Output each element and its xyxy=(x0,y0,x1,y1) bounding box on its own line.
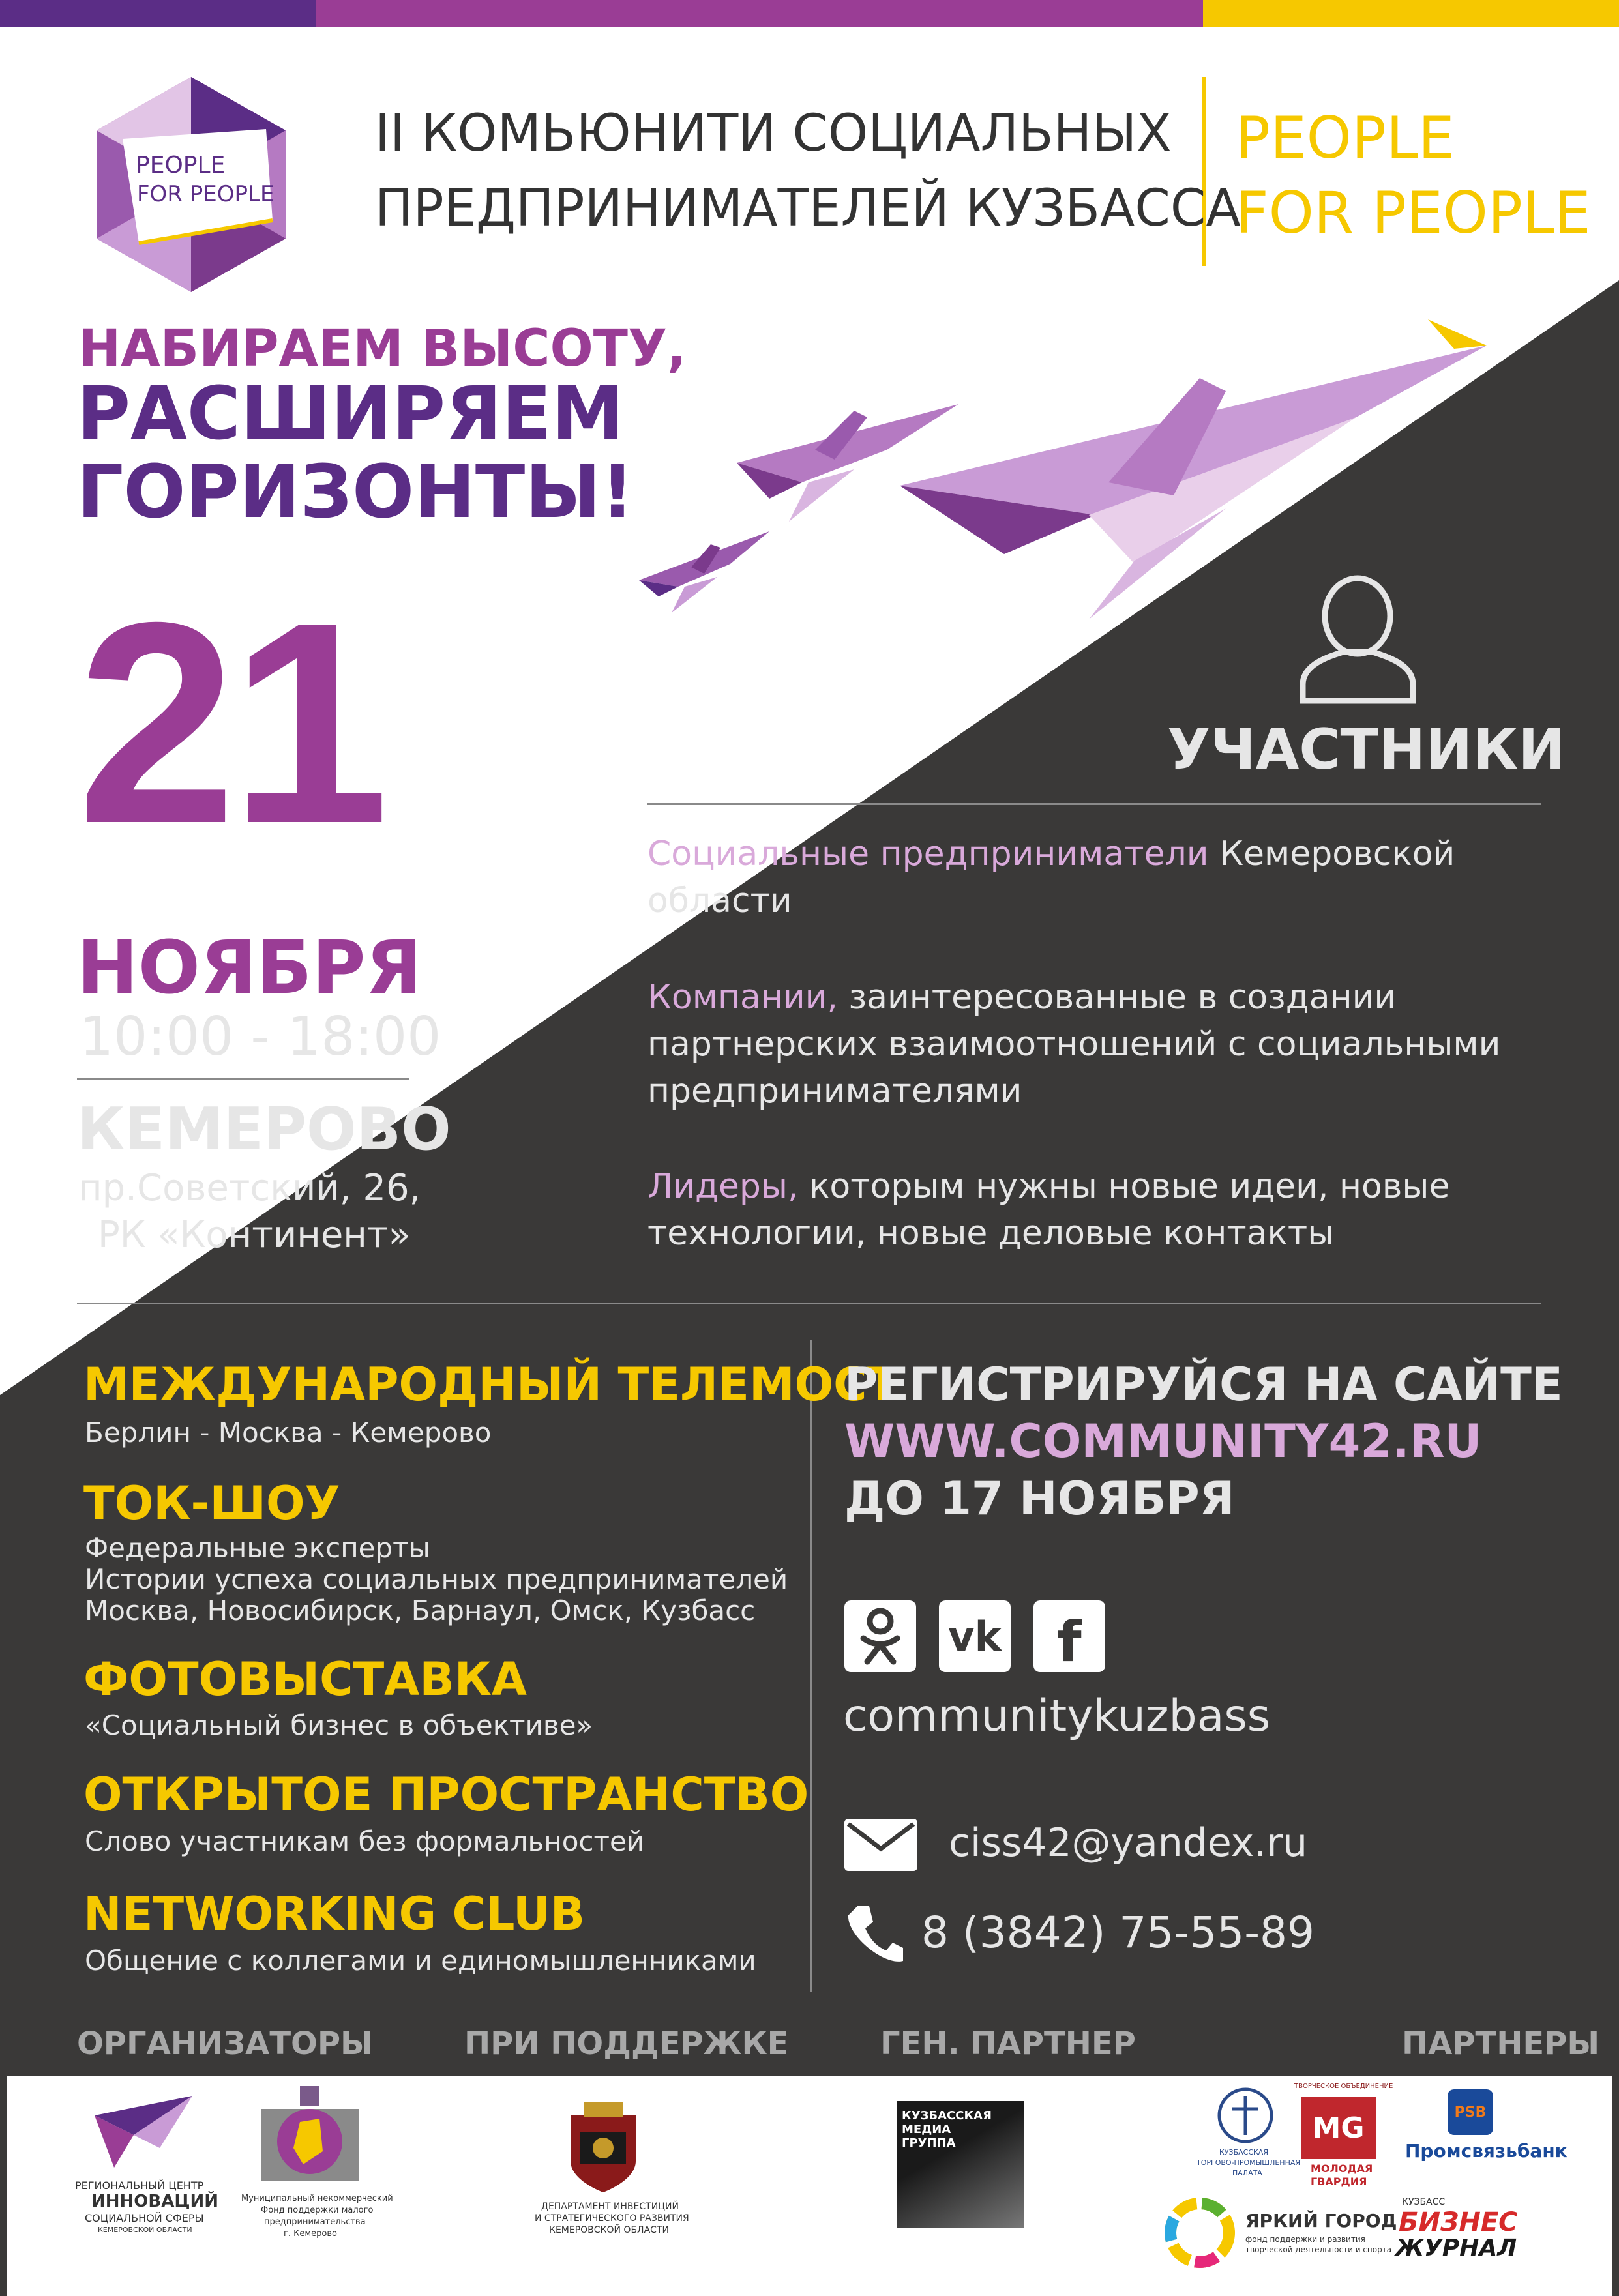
fb-glyph: f xyxy=(1057,1610,1082,1675)
program-title-2: ТОК-ШОУ xyxy=(83,1477,340,1530)
participant-text: Кемеровской xyxy=(1208,834,1455,874)
footer-label-support: ПРИ ПОДДЕРЖКЕ xyxy=(464,2025,789,2062)
yg-text-1: ЯРКИЙ ГОРОД xyxy=(1245,2210,1397,2231)
yg-text-3: творческой деятельности и спорта xyxy=(1245,2245,1392,2254)
participant-highlight: Компании, xyxy=(647,978,838,1017)
program-line: Федеральные эксперты xyxy=(85,1532,430,1564)
rcis-text-2: ИННОВАЦИЙ xyxy=(91,2192,218,2211)
molodaya-gvardiya-logo xyxy=(1294,2083,1393,2194)
event-city: КЕМЕРОВО xyxy=(77,1095,451,1164)
mg-mark: MG xyxy=(1312,2112,1365,2145)
medium-plane xyxy=(737,404,958,522)
tpp-text-3: ПАЛАТА xyxy=(1232,2169,1262,2177)
program-line: «Социальный бизнес в объективе» xyxy=(85,1709,593,1741)
program-line: Истории успеха социальных предпринимателей xyxy=(85,1563,788,1595)
contact-phone[interactable]: 8 (3842) 75-55-89 xyxy=(921,1907,1315,1958)
psb-name: Промсвязьбанк xyxy=(1405,2140,1567,2162)
odnoklassniki-icon[interactable] xyxy=(844,1600,916,1672)
participant-item-1-line1 xyxy=(647,834,1455,874)
participant-item-2-line1 xyxy=(647,978,1396,1017)
fund-text-3: предпринимательства xyxy=(264,2217,366,2227)
vk-icon[interactable] xyxy=(939,1600,1011,1672)
rcis-text-1: РЕГИОНАЛЬНЫЙ ЦЕНТР xyxy=(75,2179,204,2192)
fund-text-1: Муниципальный некоммерческий xyxy=(241,2194,393,2203)
logo-line1: PEOPLE xyxy=(136,152,226,179)
yg-text-2: фонд поддержки и развития xyxy=(1245,2235,1365,2244)
facebook-icon[interactable] xyxy=(1033,1600,1105,1675)
participant-item-3-line1 xyxy=(647,1167,1449,1206)
event-day: 21 xyxy=(77,563,383,883)
brand-line2: FOR PEOPLE xyxy=(1236,179,1591,246)
coat-of-arms-icon xyxy=(564,2102,642,2194)
slogan-line1: НАБИРАЕМ ВЫСОТУ, xyxy=(78,319,687,378)
fund-text-2: Фонд поддержки малого xyxy=(261,2205,374,2215)
small-plane xyxy=(639,531,769,613)
event-month: НОЯБРЯ xyxy=(77,926,422,1010)
kmg-text-2: МЕДИА xyxy=(902,2123,951,2136)
fund-building-icon xyxy=(254,2086,365,2184)
event-time: 10:00 - 18:00 xyxy=(80,1006,441,1068)
tpp-text-2: ТОРГОВО-ПРОМЫШЛЕННАЯ xyxy=(1196,2158,1301,2167)
participant-item-2-line2: партнерских взаимоотношений с социальными xyxy=(647,1025,1501,1064)
program-line: Общение с коллегами и единомышленниками xyxy=(85,1945,756,1977)
rcis-text-3: СОЦИАЛЬНОЙ СФЕРЫ xyxy=(85,2212,204,2224)
participant-highlight: Лидеры, xyxy=(647,1167,799,1206)
footer-label-organizers: ОРГАНИЗАТОРЫ xyxy=(77,2025,373,2062)
registration-deadline: ДО 17 НОЯБРЯ xyxy=(844,1472,1235,1525)
kmg-text-1: КУЗБАССКАЯ xyxy=(902,2109,992,2123)
participants-divider xyxy=(647,803,1541,805)
program-title-5: NETWORKING CLUB xyxy=(83,1887,586,1941)
kmg-logo xyxy=(897,2101,1024,2228)
dept-text-1: ДЕПАРТАМЕНТ ИНВЕСТИЦИЙ xyxy=(541,2201,679,2212)
event-address-line2: РК «Континент» xyxy=(98,1214,411,1256)
participant-item-1-line2: области xyxy=(647,881,792,920)
mail-icon xyxy=(844,1819,917,1871)
dept-text-2: И СТРАТЕГИЧЕСКОГО РАЗВИТИЯ xyxy=(535,2213,689,2224)
brand-line1: PEOPLE xyxy=(1236,104,1455,171)
date-divider xyxy=(77,1078,409,1080)
program-line: Слово участникам без формальностей xyxy=(85,1825,645,1857)
participant-text: заинтересованные в создании xyxy=(837,978,1397,1017)
footer-label-partners: ПАРТНЕРЫ xyxy=(1402,2025,1600,2062)
kmg-text-3: ГРУППА xyxy=(902,2136,956,2150)
rcis-mark-icon xyxy=(95,2096,192,2168)
logo-line2: FOR PEOPLE xyxy=(137,181,275,207)
mg-mark-box xyxy=(1301,2097,1376,2159)
event-address-line1: пр.Советский, 26, xyxy=(78,1167,421,1209)
tpp-logo xyxy=(1180,2086,1311,2190)
yarkiy-gorod-mark-icon xyxy=(1164,2197,1236,2269)
psb-mark: PSB xyxy=(1454,2104,1487,2121)
contact-email-link[interactable]: ciss42@yandex.ru xyxy=(949,1820,1308,1866)
phone-icon xyxy=(846,1904,904,1965)
social-handle[interactable]: communitykuzbass xyxy=(843,1690,1271,1742)
participant-highlight: Социальные предприниматели xyxy=(647,834,1209,874)
dept-logo xyxy=(535,2102,689,2278)
program-title-3: ФОТОВЫСТАВКА xyxy=(83,1653,527,1706)
registration-url-link[interactable]: WWW.COMMUNITY42.RU xyxy=(844,1415,1482,1468)
event-title-line1: II КОМЬЮНИТИ СОЦИАЛЬНЫХ xyxy=(375,104,1172,163)
slogan-line3: ГОРИЗОНТЫ! xyxy=(77,450,634,535)
mg-top-text: ТВОРЧЕСКОЕ ОБЪЕДИНЕНИЕ xyxy=(1294,2083,1393,2090)
program-line: Берлин - Москва - Кемерово xyxy=(85,1417,492,1449)
section-divider xyxy=(77,1303,1541,1304)
mg-bottom-2: ГВАРДИЯ xyxy=(1311,2175,1367,2188)
promsvyazbank-logo xyxy=(1402,2089,1567,2168)
rcis-logo xyxy=(65,2096,218,2291)
fund-logo xyxy=(241,2086,393,2282)
bj-text-2: БИЗНЕС xyxy=(1399,2207,1518,2237)
bj-text-1: КУЗБАСС xyxy=(1402,2197,1446,2207)
people-for-people-logo xyxy=(77,70,305,299)
tpp-emblem-icon xyxy=(1213,2086,1278,2145)
rcis-text-4: КЕМЕРОВСКОЙ ОБЛАСТИ xyxy=(98,2226,192,2234)
event-title-line2: ПРЕДПРИНИМАТЕЛЕЙ КУЗБАССА xyxy=(375,179,1241,238)
program-title-4: ОТКРЫТОЕ ПРОСТРАНСТВО xyxy=(83,1768,809,1821)
participant-text: которым нужны новые идеи, новые xyxy=(798,1167,1450,1206)
bj-text-3: ЖУРНАЛ xyxy=(1395,2235,1517,2261)
program-title-1: МЕЖДУНАРОДНЫЙ ТЕЛЕМОСТ xyxy=(83,1358,899,1411)
yarkiy-gorod-logo xyxy=(1164,2190,1397,2288)
participant-item-2-line3: предпринимателями xyxy=(647,1072,1022,1111)
participants-title: УЧАСТНИКИ xyxy=(1167,717,1566,782)
participant-item-3-line2: технологии, новые деловые контакты xyxy=(647,1214,1335,1253)
fund-text-4: г. Кемерово xyxy=(284,2229,337,2239)
vk-glyph: vk xyxy=(948,1612,1002,1660)
dept-text-3: КЕМЕРОВСКОЙ ОБЛАСТИ xyxy=(549,2225,669,2235)
registration-title: РЕГИСТРИРУЙСЯ НА САЙТЕ xyxy=(844,1358,1563,1411)
footer-label-general: ГЕН. ПАРТНЕР xyxy=(880,2025,1136,2062)
user-icon xyxy=(1298,574,1418,704)
psb-mark-box xyxy=(1448,2089,1493,2135)
biznes-zhurnal-logo xyxy=(1382,2197,1545,2282)
tpp-text-1: КУЗБАССКАЯ xyxy=(1219,2148,1268,2156)
program-line: Москва, Новосибирск, Барнаул, Омск, Кузбасс xyxy=(85,1595,756,1626)
slogan-line2: РАСШИРЯЕМ xyxy=(77,372,625,456)
ok-glyph-icon xyxy=(854,1607,906,1666)
mg-bottom-1: МОЛОДАЯ xyxy=(1311,2162,1373,2175)
